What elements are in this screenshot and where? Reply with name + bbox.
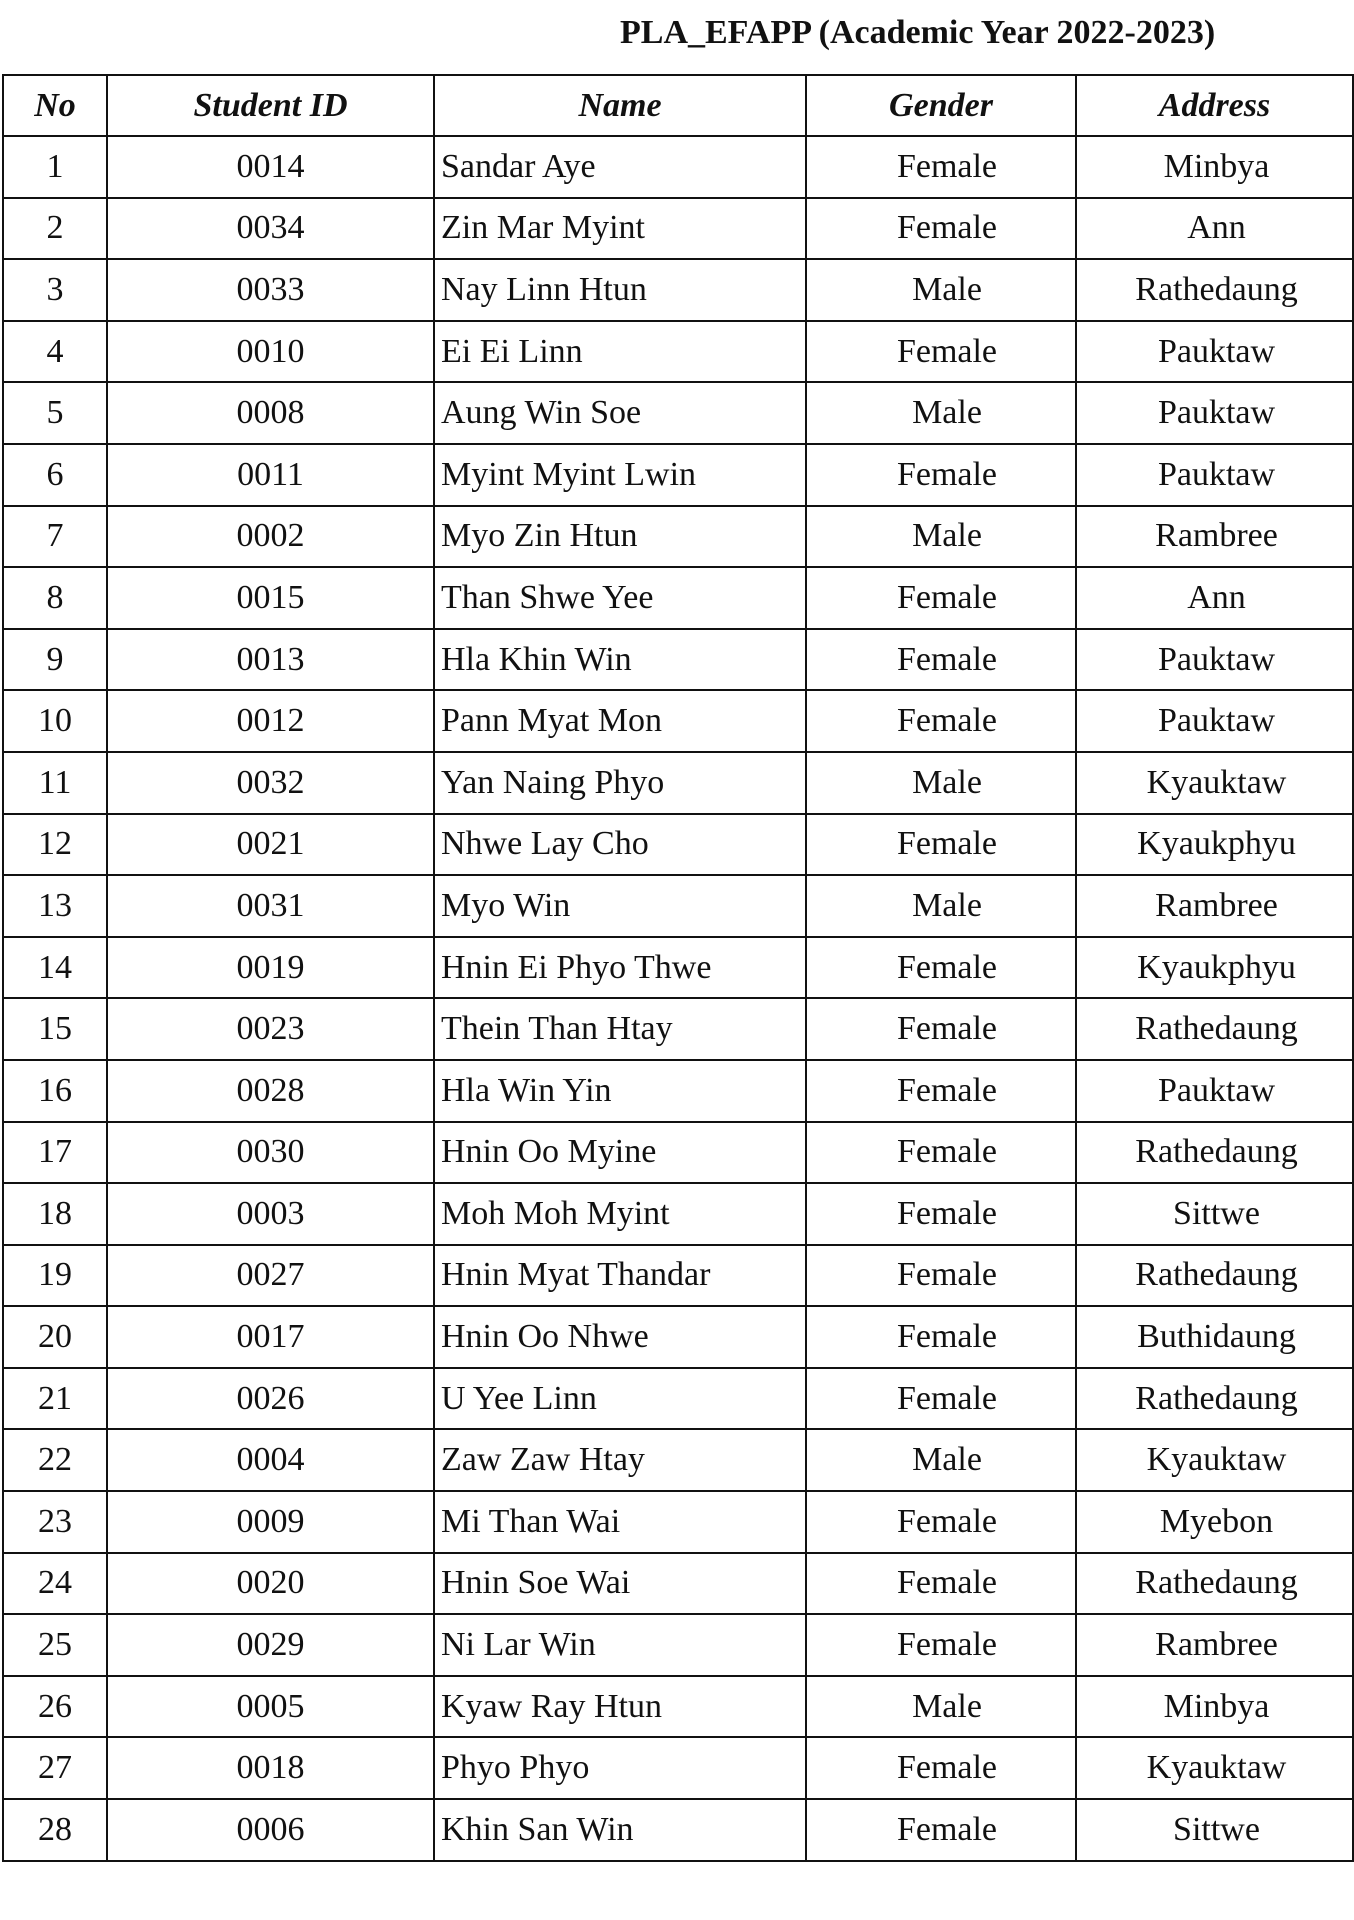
cell-student-id: 0010: [107, 321, 434, 383]
cell-student-id: 0013: [107, 629, 434, 691]
cell-no: 17: [3, 1122, 107, 1184]
document-title: PLA_EFAPP (Academic Year 2022-2023): [620, 14, 1216, 51]
cell-student-id: 0026: [107, 1368, 434, 1430]
cell-no: 2: [3, 198, 107, 260]
table-row: [3, 814, 1353, 876]
cell-no: 22: [3, 1429, 107, 1491]
cell-name: Nay Linn Htun: [434, 259, 806, 321]
cell-address: Rathedaung: [1076, 1553, 1353, 1615]
cell-student-id: 0031: [107, 875, 434, 937]
cell-no: 14: [3, 937, 107, 999]
cell-no: 9: [3, 629, 107, 691]
cell-no: 24: [3, 1553, 107, 1615]
cell-name: Hnin Ei Phyo Thwe: [434, 937, 806, 999]
header-address: Address: [1076, 75, 1353, 136]
cell-address: Pauktaw: [1076, 629, 1353, 691]
table-row: [3, 752, 1353, 814]
cell-student-id: 0029: [107, 1614, 434, 1676]
cell-no: 28: [3, 1799, 107, 1861]
cell-no: 20: [3, 1306, 107, 1368]
cell-address: Kyaukphyu: [1076, 937, 1353, 999]
cell-name: Myo Win: [434, 875, 806, 937]
cell-name: Hla Win Yin: [434, 1060, 806, 1122]
cell-name: Hnin Oo Nhwe: [434, 1306, 806, 1368]
cell-gender: Female: [806, 1245, 1076, 1307]
table-row: [3, 444, 1353, 506]
cell-address: Rambree: [1076, 506, 1353, 568]
cell-address: Rambree: [1076, 1614, 1353, 1676]
table-body: [3, 136, 1353, 1861]
cell-student-id: 0033: [107, 259, 434, 321]
cell-no: 19: [3, 1245, 107, 1307]
cell-address: Minbya: [1076, 1676, 1353, 1738]
cell-student-id: 0005: [107, 1676, 434, 1738]
table-header: [3, 75, 1353, 136]
cell-gender: Female: [806, 1060, 1076, 1122]
cell-gender: Female: [806, 1491, 1076, 1553]
cell-address: Pauktaw: [1076, 382, 1353, 444]
table-row: [3, 1368, 1353, 1430]
cell-student-id: 0023: [107, 998, 434, 1060]
table-row: [3, 567, 1353, 629]
table-row: [3, 629, 1353, 691]
cell-address: Rathedaung: [1076, 259, 1353, 321]
cell-student-id: 0011: [107, 444, 434, 506]
header-gender: Gender: [806, 75, 1076, 136]
cell-name: Phyo Phyo: [434, 1737, 806, 1799]
cell-name: Zin Mar Myint: [434, 198, 806, 260]
cell-name: Sandar Aye: [434, 136, 806, 198]
cell-no: 11: [3, 752, 107, 814]
cell-student-id: 0006: [107, 1799, 434, 1861]
cell-no: 27: [3, 1737, 107, 1799]
cell-gender: Male: [806, 1676, 1076, 1738]
cell-no: 21: [3, 1368, 107, 1430]
cell-name: Than Shwe Yee: [434, 567, 806, 629]
cell-no: 10: [3, 690, 107, 752]
cell-gender: Male: [806, 382, 1076, 444]
table-row: [3, 382, 1353, 444]
cell-gender: Female: [806, 1799, 1076, 1861]
table-row: [3, 1799, 1353, 1861]
cell-name: Yan Naing Phyo: [434, 752, 806, 814]
cell-name: Khin San Win: [434, 1799, 806, 1861]
table-row: [3, 198, 1353, 260]
cell-address: Kyauktaw: [1076, 1429, 1353, 1491]
cell-name: Kyaw Ray Htun: [434, 1676, 806, 1738]
cell-no: 25: [3, 1614, 107, 1676]
table-row: [3, 875, 1353, 937]
cell-no: 23: [3, 1491, 107, 1553]
table-row: [3, 690, 1353, 752]
cell-address: Rambree: [1076, 875, 1353, 937]
cell-no: 8: [3, 567, 107, 629]
cell-student-id: 0008: [107, 382, 434, 444]
cell-student-id: 0015: [107, 567, 434, 629]
cell-name: Hla Khin Win: [434, 629, 806, 691]
cell-gender: Female: [806, 1737, 1076, 1799]
cell-gender: Female: [806, 690, 1076, 752]
table-row: [3, 1122, 1353, 1184]
cell-name: U Yee Linn: [434, 1368, 806, 1430]
cell-no: 1: [3, 136, 107, 198]
cell-gender: Female: [806, 198, 1076, 260]
cell-name: Zaw Zaw Htay: [434, 1429, 806, 1491]
cell-student-id: 0027: [107, 1245, 434, 1307]
cell-gender: Female: [806, 937, 1076, 999]
table-row: [3, 937, 1353, 999]
cell-address: Kyauktaw: [1076, 1737, 1353, 1799]
cell-address: Rathedaung: [1076, 1368, 1353, 1430]
cell-student-id: 0009: [107, 1491, 434, 1553]
header-name: Name: [434, 75, 806, 136]
table-row: [3, 1676, 1353, 1738]
cell-address: Pauktaw: [1076, 1060, 1353, 1122]
cell-name: Ni Lar Win: [434, 1614, 806, 1676]
cell-no: 26: [3, 1676, 107, 1738]
cell-address: Kyauktaw: [1076, 752, 1353, 814]
cell-address: Minbya: [1076, 136, 1353, 198]
table-row: [3, 1491, 1353, 1553]
table-row: [3, 259, 1353, 321]
cell-no: 7: [3, 506, 107, 568]
cell-gender: Female: [806, 814, 1076, 876]
table-row: [3, 1060, 1353, 1122]
cell-no: 5: [3, 382, 107, 444]
cell-name: Nhwe Lay Cho: [434, 814, 806, 876]
cell-name: Moh Moh Myint: [434, 1183, 806, 1245]
table-row: [3, 1737, 1353, 1799]
cell-address: Sittwe: [1076, 1799, 1353, 1861]
cell-name: Hnin Myat Thandar: [434, 1245, 806, 1307]
cell-student-id: 0017: [107, 1306, 434, 1368]
cell-address: Ann: [1076, 198, 1353, 260]
cell-address: Rathedaung: [1076, 998, 1353, 1060]
cell-gender: Male: [806, 506, 1076, 568]
student-table: [2, 74, 1354, 1862]
table-row: [3, 1614, 1353, 1676]
header-row: [3, 75, 1353, 136]
table-row: [3, 1306, 1353, 1368]
cell-address: Ann: [1076, 567, 1353, 629]
cell-name: Hnin Oo Myine: [434, 1122, 806, 1184]
cell-address: Rathedaung: [1076, 1245, 1353, 1307]
cell-no: 16: [3, 1060, 107, 1122]
cell-student-id: 0034: [107, 198, 434, 260]
cell-student-id: 0019: [107, 937, 434, 999]
cell-address: Buthidaung: [1076, 1306, 1353, 1368]
table-row: [3, 1553, 1353, 1615]
cell-gender: Female: [806, 1183, 1076, 1245]
cell-gender: Female: [806, 629, 1076, 691]
cell-name: Hnin Soe Wai: [434, 1553, 806, 1615]
cell-student-id: 0002: [107, 506, 434, 568]
cell-no: 3: [3, 259, 107, 321]
cell-student-id: 0012: [107, 690, 434, 752]
table-row: [3, 1429, 1353, 1491]
table-row: [3, 321, 1353, 383]
cell-no: 13: [3, 875, 107, 937]
cell-gender: Female: [806, 567, 1076, 629]
cell-student-id: 0020: [107, 1553, 434, 1615]
cell-no: 4: [3, 321, 107, 383]
cell-student-id: 0003: [107, 1183, 434, 1245]
cell-address: Sittwe: [1076, 1183, 1353, 1245]
cell-address: Pauktaw: [1076, 444, 1353, 506]
cell-student-id: 0021: [107, 814, 434, 876]
cell-name: Myint Myint Lwin: [434, 444, 806, 506]
cell-name: Pann Myat Mon: [434, 690, 806, 752]
cell-address: Myebon: [1076, 1491, 1353, 1553]
cell-address: Rathedaung: [1076, 1122, 1353, 1184]
cell-no: 15: [3, 998, 107, 1060]
cell-no: 18: [3, 1183, 107, 1245]
cell-gender: Female: [806, 1553, 1076, 1615]
cell-address: Pauktaw: [1076, 321, 1353, 383]
cell-student-id: 0028: [107, 1060, 434, 1122]
cell-student-id: 0030: [107, 1122, 434, 1184]
cell-student-id: 0014: [107, 136, 434, 198]
cell-name: Thein Than Htay: [434, 998, 806, 1060]
table-row: [3, 1245, 1353, 1307]
cell-student-id: 0018: [107, 1737, 434, 1799]
cell-gender: Female: [806, 1122, 1076, 1184]
header-no: No: [3, 75, 107, 136]
table-row: [3, 506, 1353, 568]
cell-gender: Male: [806, 1429, 1076, 1491]
cell-gender: Male: [806, 259, 1076, 321]
cell-name: Aung Win Soe: [434, 382, 806, 444]
header-student-id: Student ID: [107, 75, 434, 136]
cell-gender: Female: [806, 1368, 1076, 1430]
table-row: [3, 998, 1353, 1060]
cell-student-id: 0032: [107, 752, 434, 814]
table-row: [3, 1183, 1353, 1245]
cell-student-id: 0004: [107, 1429, 434, 1491]
cell-gender: Male: [806, 752, 1076, 814]
cell-gender: Female: [806, 444, 1076, 506]
cell-address: Kyaukphyu: [1076, 814, 1353, 876]
cell-gender: Female: [806, 1614, 1076, 1676]
cell-no: 6: [3, 444, 107, 506]
cell-name: Mi Than Wai: [434, 1491, 806, 1553]
cell-gender: Female: [806, 321, 1076, 383]
cell-name: Ei Ei Linn: [434, 321, 806, 383]
cell-address: Pauktaw: [1076, 690, 1353, 752]
cell-gender: Male: [806, 875, 1076, 937]
cell-name: Myo Zin Htun: [434, 506, 806, 568]
cell-gender: Female: [806, 998, 1076, 1060]
cell-gender: Female: [806, 136, 1076, 198]
cell-no: 12: [3, 814, 107, 876]
table-row: [3, 136, 1353, 198]
cell-gender: Female: [806, 1306, 1076, 1368]
